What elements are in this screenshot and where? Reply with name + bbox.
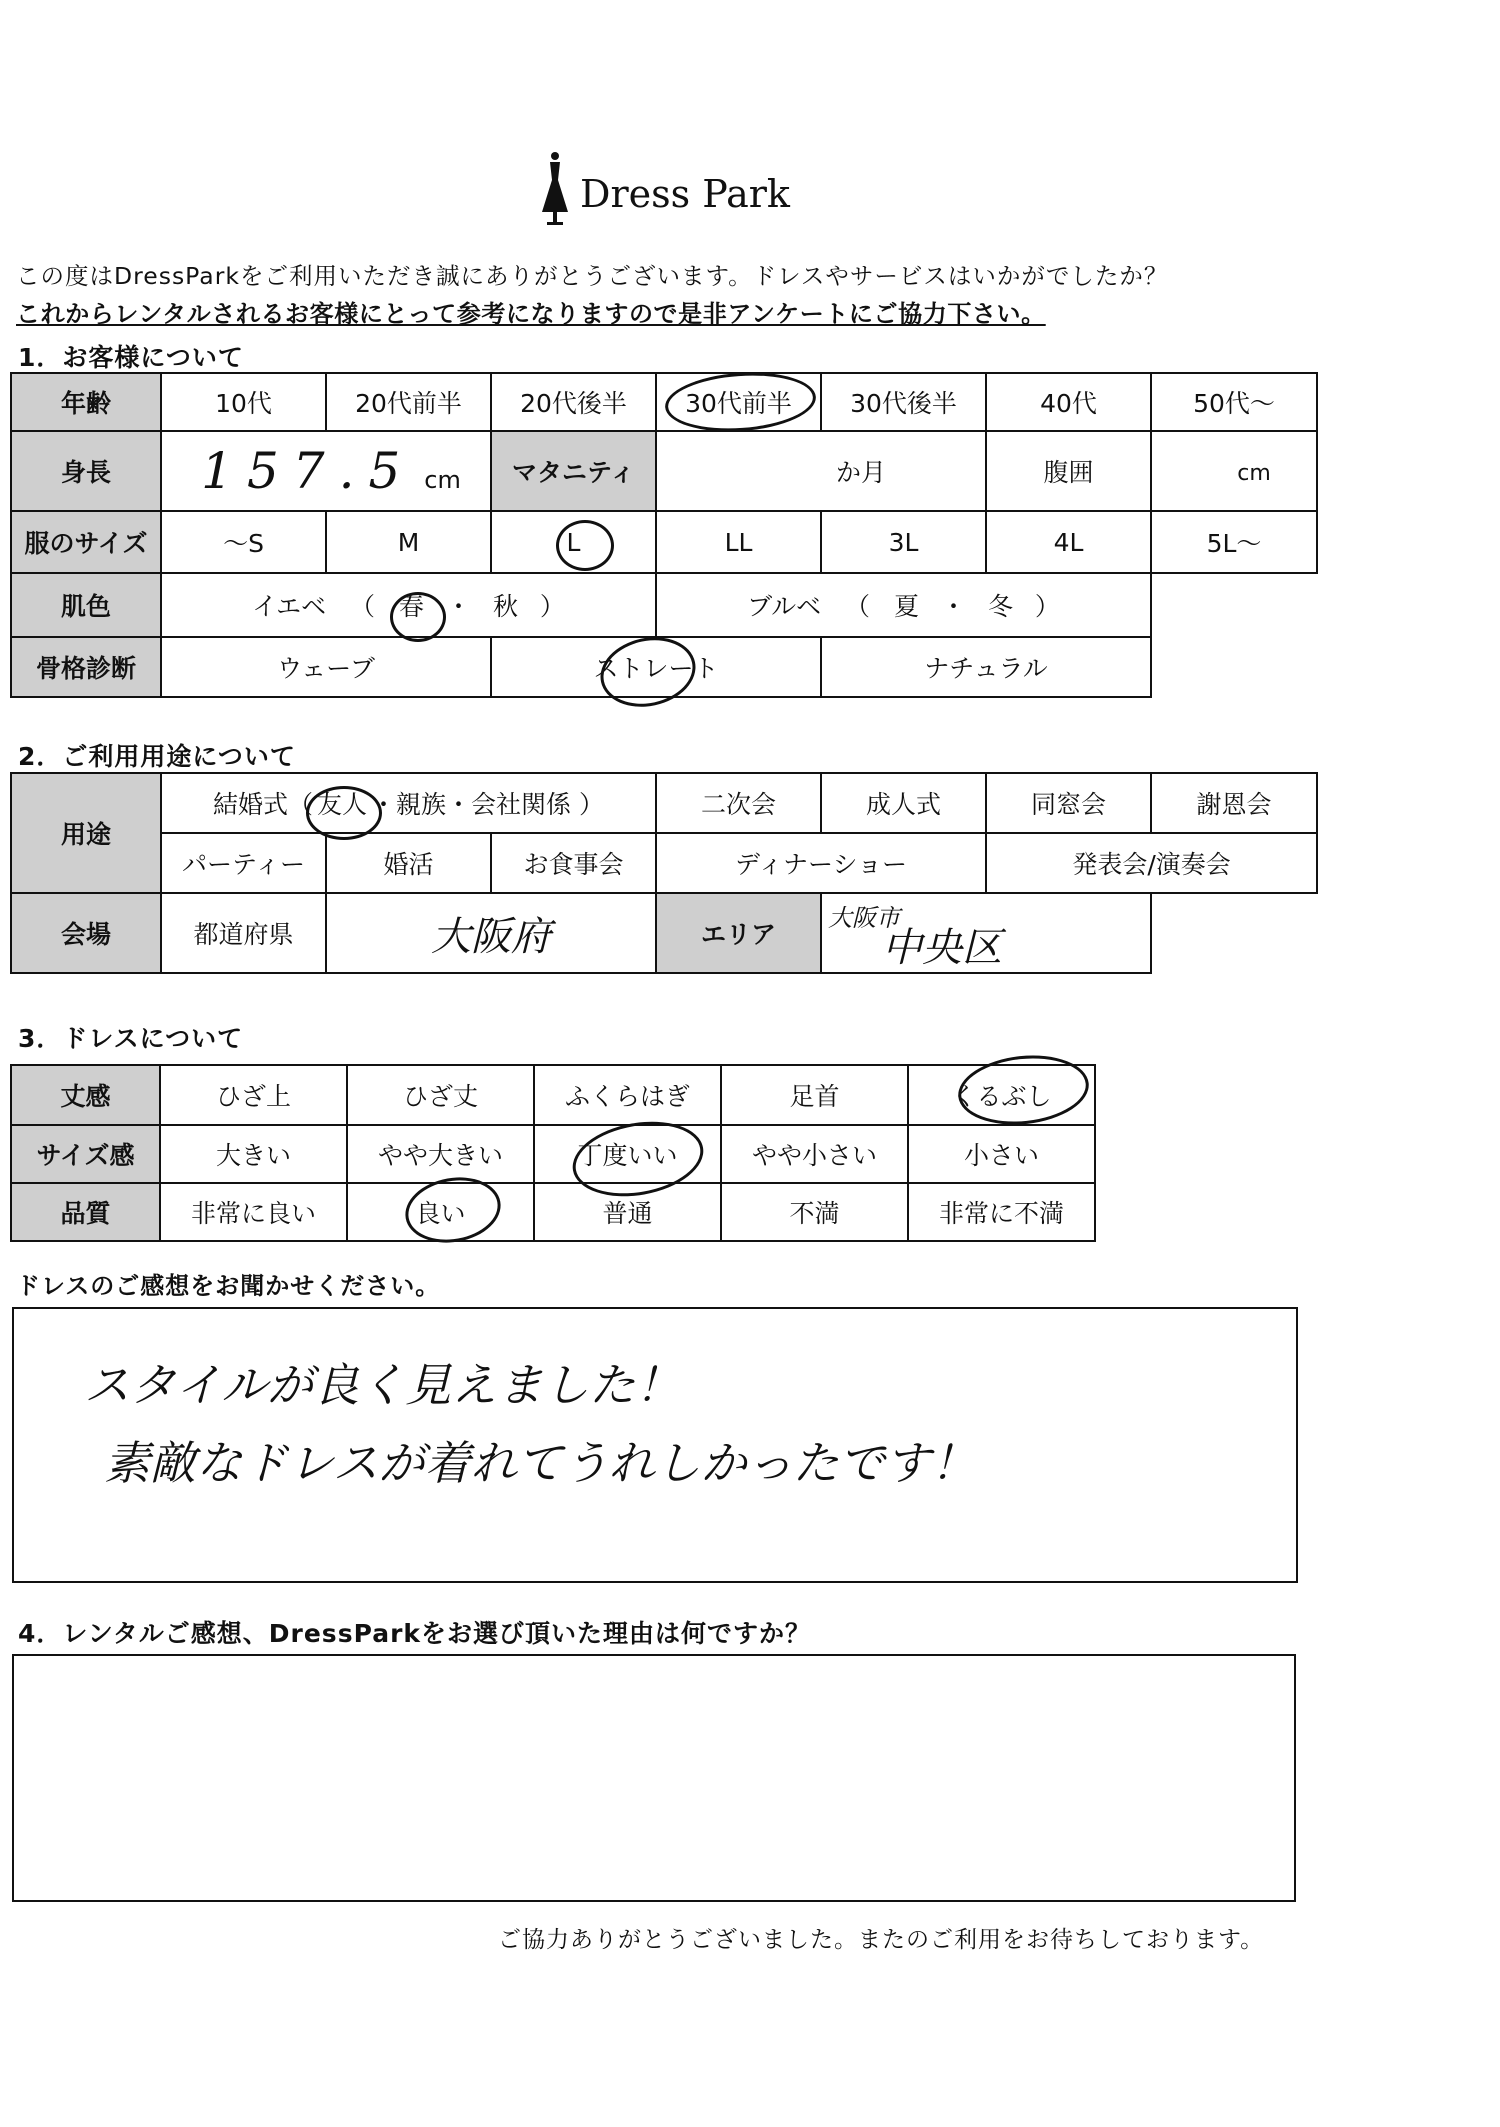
purpose-option[interactable]: お食事会 — [491, 833, 656, 893]
purpose-option[interactable]: パーティー — [161, 833, 326, 893]
brand-logo — [538, 150, 798, 230]
prefecture-field[interactable] — [326, 893, 656, 973]
intro-line-2: これからレンタルされるお客様にとって参考になりますので是非アンケートにご協力下さい。 — [16, 300, 1046, 328]
waist-unit: cm — [1237, 460, 1271, 486]
section-2-title: 2．ご利用用途について — [18, 742, 296, 771]
frame-option-selected[interactable]: ストレート — [491, 637, 821, 697]
purpose-option[interactable]: 同窓会 — [986, 773, 1151, 833]
size-option[interactable]: 3L — [821, 511, 986, 573]
area-city-value: 大阪市 — [828, 904, 901, 932]
fit-option[interactable]: やや小さい — [721, 1125, 908, 1183]
skin-winter[interactable]: 冬 — [987, 592, 1013, 621]
prefecture-label: 都道府県 — [161, 893, 326, 973]
age-option-selected[interactable]: 30代前半 — [656, 373, 821, 431]
skin-header: 肌色 — [11, 573, 161, 637]
quality-header: 品質 — [11, 1183, 160, 1241]
blue-base-label: ブルベ — [747, 592, 822, 621]
length-option[interactable]: 足首 — [721, 1065, 908, 1125]
section-1-title: 1．お客様について — [18, 343, 244, 372]
comment-box[interactable] — [12, 1307, 1298, 1583]
age-option[interactable]: 40代 — [986, 373, 1151, 431]
length-option[interactable]: ふくらはぎ — [534, 1065, 721, 1125]
age-option[interactable]: 20代前半 — [326, 373, 491, 431]
paren-open: （ — [845, 592, 871, 621]
comment-line-2: 素敵なドレスが着れてうれしかったです！ — [104, 1436, 977, 1490]
skin-summer[interactable]: 夏 — [894, 592, 920, 621]
height-value: 157.5 — [201, 442, 415, 500]
size-option[interactable]: M — [326, 511, 491, 573]
comment-prompt: ドレスのご感想をお聞かせください。 — [16, 1272, 441, 1300]
fit-header: サイズ感 — [11, 1125, 160, 1183]
intro-line-1: この度はDressParkをご利用いただき誠にありがとうございます。ドレスやサービスはいかがでしたか？ — [16, 262, 1169, 290]
fit-option[interactable]: やや大きい — [347, 1125, 534, 1183]
fit-option-selected[interactable]: 丁度いい — [534, 1125, 721, 1183]
frame-option[interactable]: ナチュラル — [821, 637, 1151, 697]
size-header: 服のサイズ — [11, 511, 161, 573]
height-unit: cm — [424, 466, 461, 494]
paren-open: （ — [350, 592, 376, 621]
wedding-field[interactable] — [161, 773, 656, 833]
purpose-header: 用途 — [11, 773, 161, 893]
dress-table — [10, 1064, 1096, 1242]
footer-thanks: ご協力ありがとうございました。またのご利用をお待ちしております。 — [498, 1927, 1265, 1953]
quality-option-selected[interactable]: 良い — [347, 1183, 534, 1241]
separator-dot: ・ — [940, 592, 966, 621]
area-ward-value: 中央区 — [882, 925, 1003, 971]
frame-option[interactable]: ウェーブ — [161, 637, 491, 697]
purpose-option[interactable]: 謝恩会 — [1151, 773, 1317, 833]
quality-option[interactable]: 非常に不満 — [908, 1183, 1095, 1241]
quality-option[interactable]: 非常に良い — [160, 1183, 347, 1241]
age-option[interactable]: 50代～ — [1151, 373, 1317, 431]
purpose-option[interactable]: 発表会/演奏会 — [986, 833, 1317, 893]
skin-autumn[interactable]: 秋 — [492, 592, 518, 621]
paren-close: ） — [539, 592, 565, 621]
brand-name: Dress Park — [580, 172, 790, 216]
fit-option[interactable]: 小さい — [908, 1125, 1095, 1183]
waist-field[interactable] — [1151, 431, 1317, 511]
skin-spring-selected[interactable]: 春 — [399, 592, 425, 621]
size-option[interactable]: 4L — [986, 511, 1151, 573]
wedding-friend-selected[interactable]: 友人 — [317, 790, 368, 819]
size-option-selected[interactable]: L — [491, 511, 656, 573]
skin-blue-field[interactable] — [656, 573, 1151, 637]
usage-table — [10, 772, 1318, 974]
customer-table — [10, 372, 1318, 698]
wedding-label: 結婚式（ — [213, 790, 314, 819]
separator-dot: ・ — [445, 592, 471, 621]
area-header: エリア — [656, 893, 821, 973]
size-option[interactable]: ～S — [161, 511, 326, 573]
size-option[interactable]: 5L～ — [1151, 511, 1317, 573]
height-header: 身長 — [11, 431, 161, 511]
section-4-title: 4．レンタルご感想、DressParkをお選び頂いた理由は何ですか？ — [18, 1619, 812, 1648]
length-header: 丈感 — [11, 1065, 160, 1125]
paren-close: ） — [1034, 592, 1060, 621]
venue-header: 会場 — [11, 893, 161, 973]
size-option[interactable]: LL — [656, 511, 821, 573]
length-option-selected[interactable]: くるぶし — [908, 1065, 1095, 1125]
age-option[interactable]: 10代 — [161, 373, 326, 431]
months-unit: か月 — [835, 458, 886, 487]
dress-icon — [538, 150, 572, 230]
height-field[interactable] — [161, 431, 491, 511]
length-option[interactable]: ひざ上 — [160, 1065, 347, 1125]
purpose-option[interactable]: 成人式 — [821, 773, 986, 833]
maternity-header: マタニティ — [491, 431, 656, 511]
quality-option[interactable]: 不満 — [721, 1183, 908, 1241]
reason-box[interactable] — [12, 1654, 1296, 1902]
quality-option[interactable]: 普通 — [534, 1183, 721, 1241]
fit-option[interactable]: 大きい — [160, 1125, 347, 1183]
age-option[interactable]: 30代後半 — [821, 373, 986, 431]
purpose-option[interactable]: ディナーショー — [656, 833, 986, 893]
section-3-title: 3．ドレスについて — [18, 1024, 244, 1053]
waist-header: 腹囲 — [986, 431, 1151, 511]
yellow-base-label: イエベ — [252, 592, 327, 621]
comment-line-1: スタイルが良く見えました！ — [84, 1358, 682, 1412]
maternity-months-field[interactable] — [656, 431, 986, 511]
prefecture-value: 大阪府 — [431, 913, 552, 960]
age-header: 年齢 — [11, 373, 161, 431]
length-option[interactable]: ひざ丈 — [347, 1065, 534, 1125]
purpose-option[interactable]: 二次会 — [656, 773, 821, 833]
wedding-relatives-company: ・親族・会社関係 ） — [371, 790, 604, 819]
purpose-option[interactable]: 婚活 — [326, 833, 491, 893]
age-option[interactable]: 20代後半 — [491, 373, 656, 431]
area-field[interactable] — [821, 893, 1151, 973]
frame-header: 骨格診断 — [11, 637, 161, 697]
skin-yellow-field[interactable] — [161, 573, 656, 637]
